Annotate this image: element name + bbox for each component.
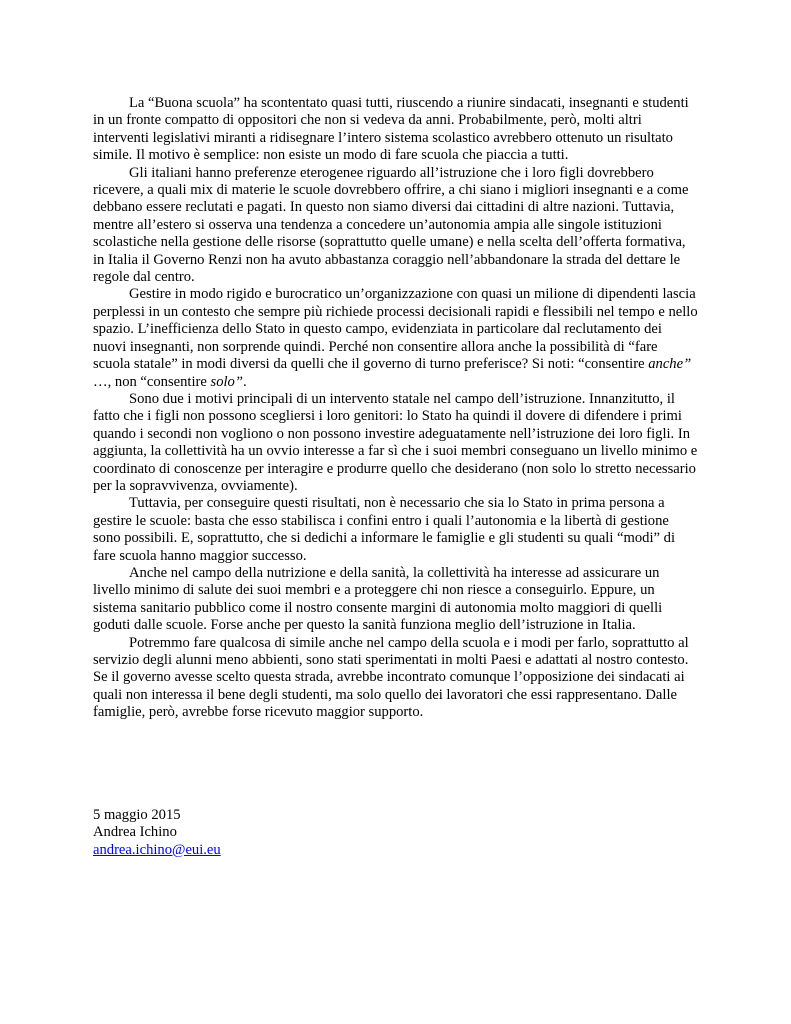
paragraph-7: Potremmo fare qualcosa di simile anche nel campo della scuola e i modi per farlo, soprattutto al servizio degli alunni meno abbienti, sono stati sperimentati in molti Paesi e adattati al nostro contesto. Se il governo avesse scelto questa strada, avrebbe incontrato comunque l’opposizione dei sindacati ai quali non interessa il bene degli studenti, ma solo quello dei lavoratori che essi rappresentano. Dalle famiglie, però, avrebbe forse ricevuto maggior supporto. [93,634,689,721]
signature-author: Andrea Ichino [93,824,177,841]
signature-block [93,807,221,859]
author-email-link[interactable]: andrea.ichino@eui.eu [93,841,221,858]
paragraph-5: Tuttavia, per conseguire questi risultati, non è necessario che sia lo Stato in prima persona a gestire le scuole: basta che esso stabilisca i confini entro i quali l’autonomia e la libertà di gestione sono possibili. E, soprattutto, che si dedichi a informare le famiglie e gli studenti su quali “modi” di fare scuola hanno maggior successo. [93,495,676,564]
article-body [93,95,698,722]
emphasis-solo: solo” [210,373,243,390]
emphasis-anche: anche” [648,356,692,373]
paragraph-1: La “Buona scuola” ha scontentato quasi tutti, riuscendo a riunire sindacati, insegnanti e studenti in un fronte compatto di oppositori che non si vedeva da anni. Probabilmente, però, molti altri interventi legislativi miranti a ridisegnare l’intero sistema scolastico avrebbero ottenuto un risultato simile. Il motivo è semplice: non esiste un modo di fare scuola che piaccia a tutti. [93,95,689,164]
paragraph-2: Gli italiani hanno preferenze eterogenee riguardo all’istruzione che i loro figli dovrebbero ricevere, a quali mix di materie le scuole dovrebbero offrire, a chi siano i migliori insegnanti e a come debbano essere reclutati e pagati. In questo non siamo diversi dai cittadini di altre nazioni. Tuttavia, mentre all’estero si osserva una tendenza a concedere un’autonomia ampia alle singole istituzioni scolastiche nella gestione delle risorse (soprattutto quelle umane) e nella scelta dell’offerta formativa, in Italia il Governo Renzi non ha avuto abbastanza coraggio nell’abbandonare la strada del dettare le regole dal centro. [93,164,689,286]
paragraph-3 [93,286,698,390]
paragraph-3-text: Gestire in modo rigido e burocratico un’organizzazione con quasi un milione di dipendenti lascia perplessi in un contesto che sempre più richiede processi decisionali rapidi e flessibili nel tempo e nello spazio. L’inefficienza dello Stato in questo campo, evidenziata in particolare dal reclutamento dei nuovi insegnanti, non sorprende quindi. Perché non consentire allora anche la possibilità di “fare scuola statale” in modi diversi da quelli che il governo di turno preferisce? Si noti: “consentire [93,286,698,373]
paragraph-3-end: . [242,373,247,390]
paragraph-4: Sono due i motivi principali di un intervento statale nel campo dell’istruzione. Innanzitutto, il fatto che i figli non possono scegliersi i loro genitori: lo Stato ha quindi il dovere di difendere i primi quando i secondi non vogliono o non possono investire adeguatamente nell’istruzione dei loro figli. In aggiunta, la collettività ha un ovvio interesse a far sì che i suoi membri conseguano un livello minimo e coordinato di conoscenze per interagire e produrre quello che desiderano (non solo lo stretto necessario per la sopravvivenza, ovviamente). [93,390,698,494]
signature-date: 5 maggio 2015 [93,807,181,823]
paragraph-6: Anche nel campo della nutrizione e della sanità, la collettività ha interesse ad assicurare un livello minimo di salute dei suoi membri e a proteggere chi non riesce a conseguirlo. Eppure, un sistema sanitario pubblico come il nostro consente margini di autonomia molto maggiori di quelli goduti dalle scuole. Forse anche per questo la sanità funziona meglio dell’istruzione in Italia. [93,564,663,634]
paragraph-3-mid: …, non “consentire [93,373,211,390]
